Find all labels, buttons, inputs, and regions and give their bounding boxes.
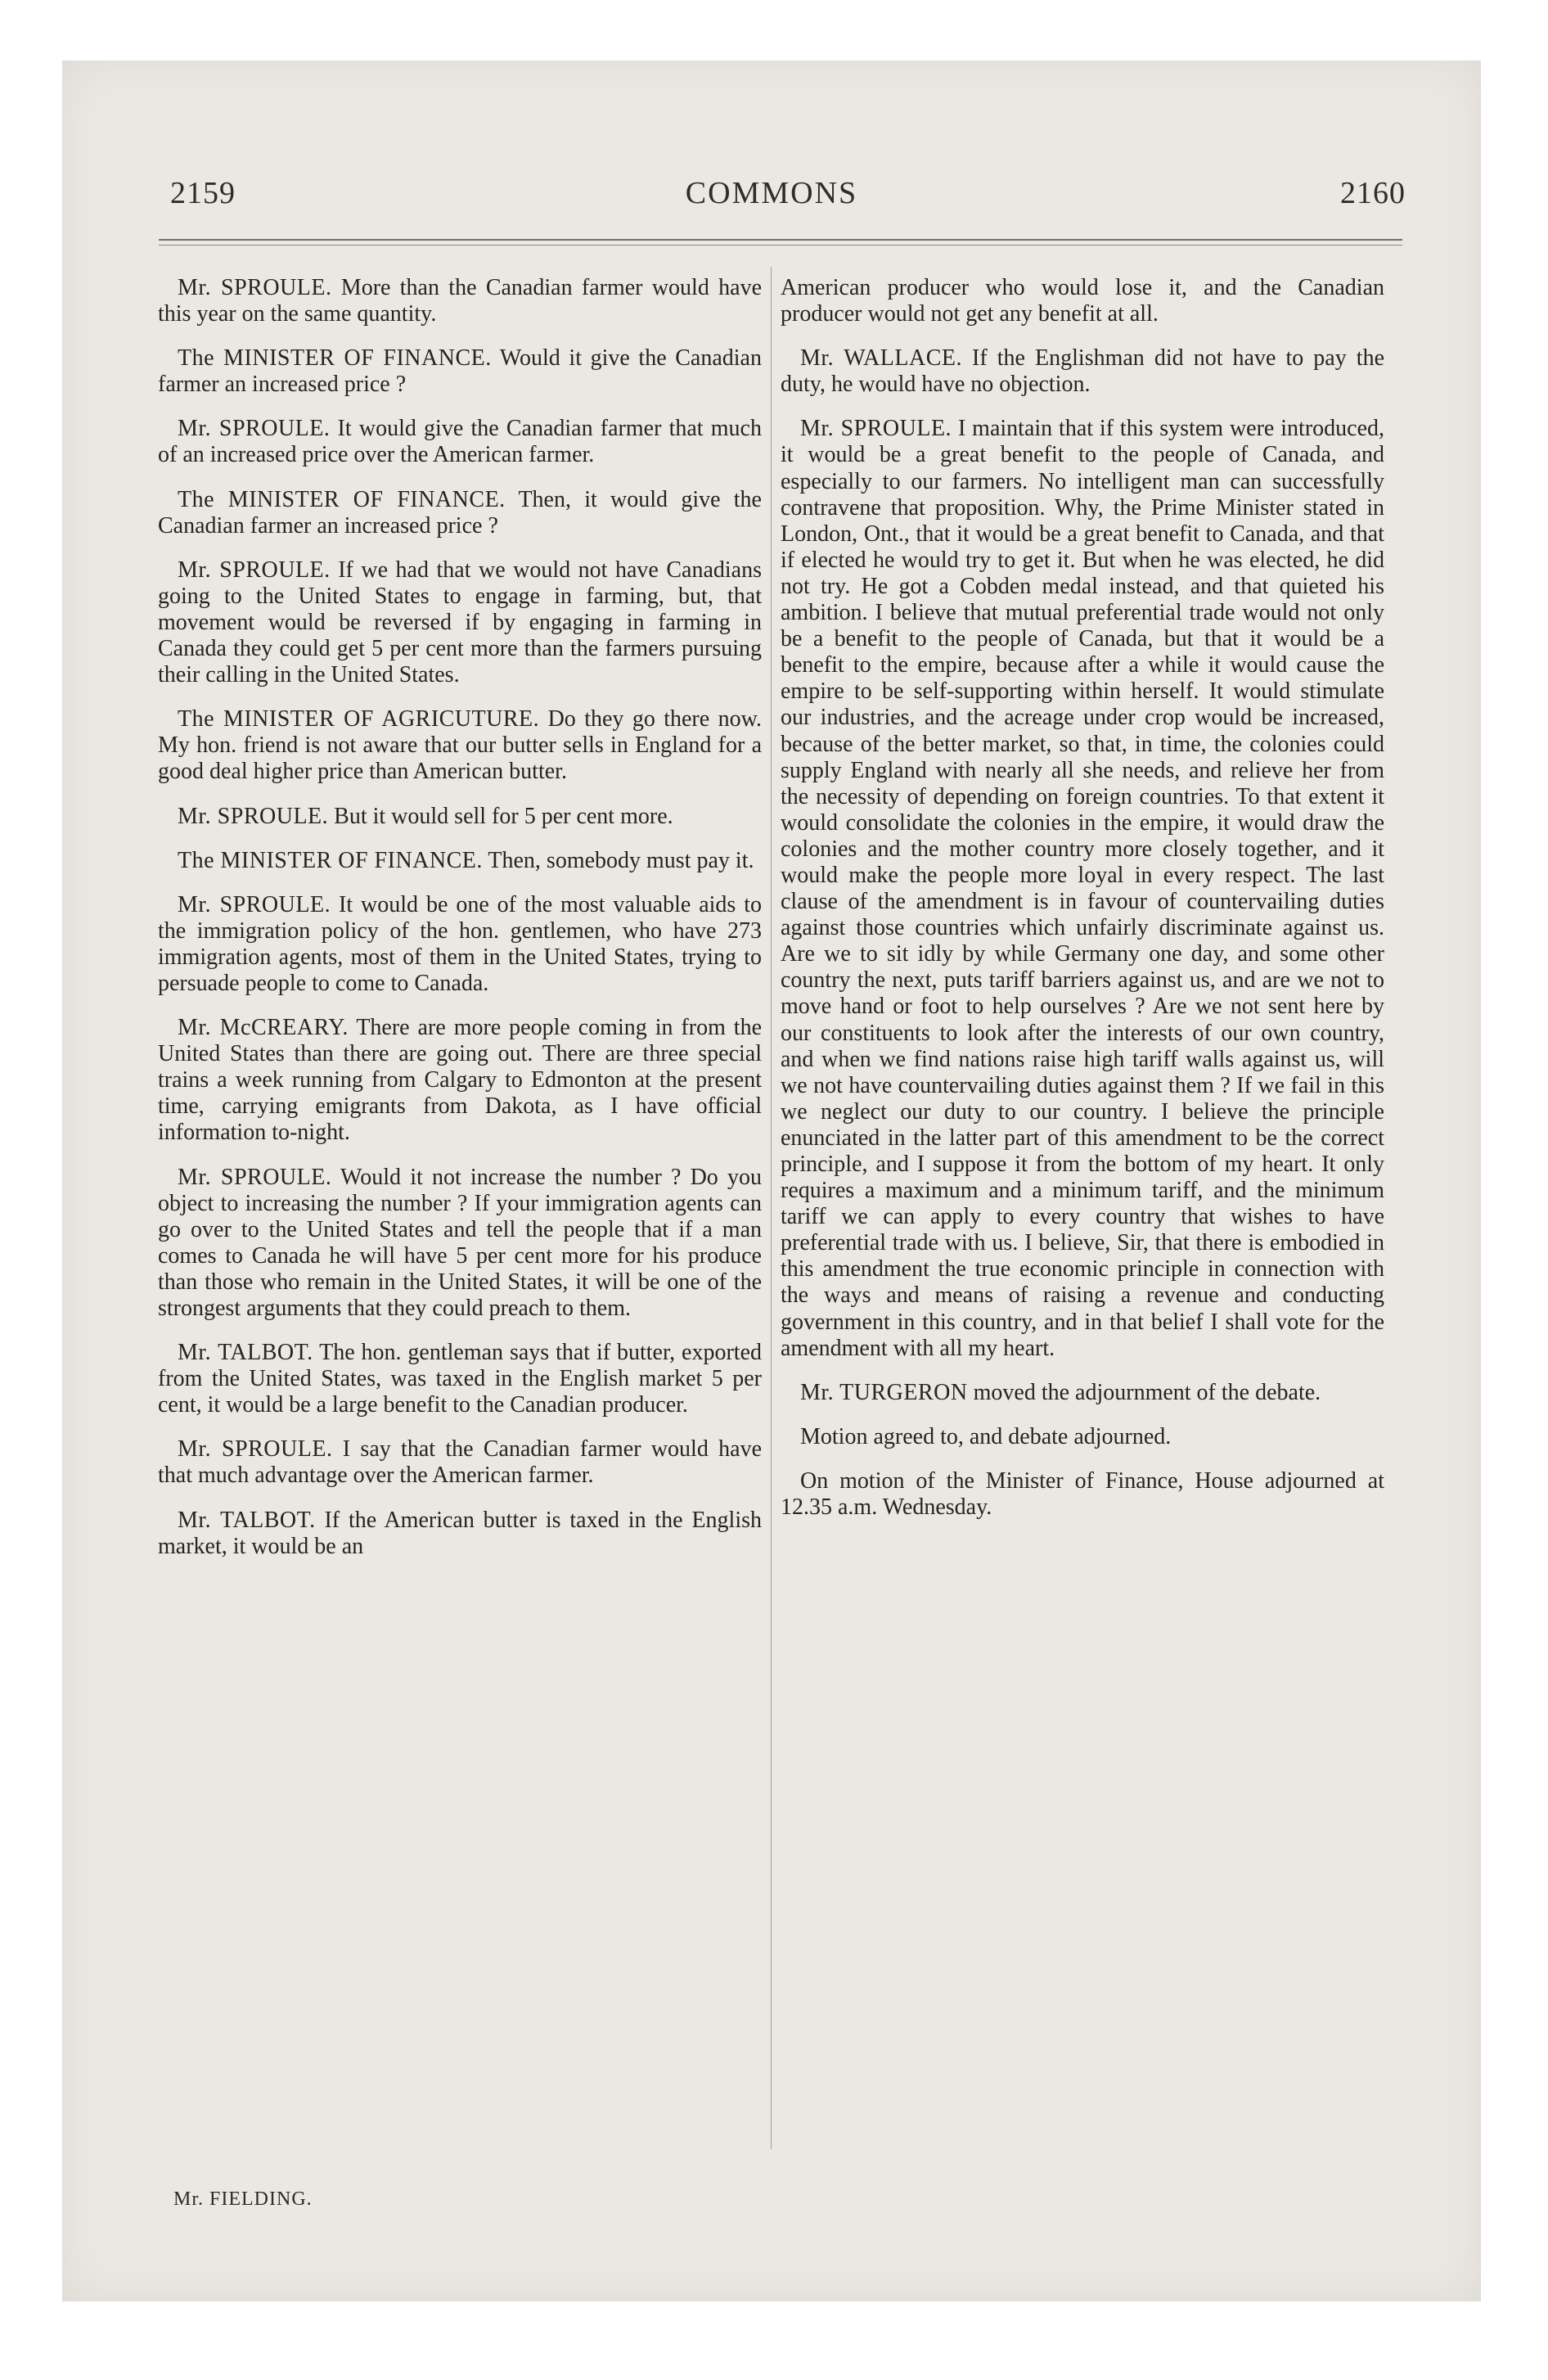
speaker-name: Mr. SPROULE.	[178, 891, 331, 917]
speech-text: American producer who would lose it, and the Canadian producer would not get any benefit at all.	[781, 275, 1384, 327]
speaker-name: Mr. TALBOT.	[178, 1507, 316, 1533]
paragraph	[158, 848, 762, 874]
running-title: COMMONS	[685, 176, 858, 210]
catchword: Mr. FIELDING.	[173, 2188, 313, 2210]
left-column	[158, 275, 762, 1578]
speaker-name: Mr. McCREARY.	[178, 1015, 349, 1041]
paragraph	[158, 345, 762, 398]
speaker-name: The MINISTER OF FINANCE.	[178, 345, 492, 372]
speech-text: Then, somebody must pay it.	[488, 847, 754, 873]
speaker-name: Mr. SPROULE.	[178, 275, 332, 300]
right-page-number: 2160	[1340, 176, 1406, 210]
speaker-name: Mr. SPROULE.	[178, 1164, 332, 1190]
paragraph	[158, 416, 762, 468]
speech-text: I maintain that if this system were introduced, it would be a great benefit to the people of Canada, and especially to our farmers. No intelligent man can successfully contravene that proposition. Why, the Prime Minister stated in London, Ont., that it would be a great benefit to Canada, and that if elected he would try to get it. But when he was elected, he did not try. He got a Cobden medal instead, and that quieted his ambition. I believe that mutual preferential trade would not only be a benefit to the people of Canada, but that it would be a benefit to the empire, because after a while it would cause the empire to be self-supporting within herself. It would stimulate our industries, and the acreage under crop would be increased, because of the better market, so that, in time, the colonies could supply England with nearly all she needs, and relieve her from the necessity of depending on foreign countries. To that extent it would consolidate the colonies in the empire, it would draw the colonies and the mother country more closely together, and it would make the people more loyal in every respect. The last clause of the amendment is in favour of countervailing duties against those countries which unfairly discriminate against us. Are we to sit idly by while Germany one day, and some other country the next, puts tariff barriers against us, and are we not to move hand or foot to help ourselves ? Are we not sent here by our constituents to look after the interests of our own country, and when we find nations raise high tariff walls against us, will we not have countervailing duties against them ? If we fail in this we neglect our duty to our country. I believe the principle enunciated in the latter part of this amendment to be the correct principle, and I suppose it from the bottom of my heart. It only requires a maximum and a minimum tariff, and the minimum tariff we can apply to every country that wishes to have preferential trade with us. I believe, Sir, that there is embodied in this amendment the true economic principle in connection with the ways and means of raising a revenue and conducting government in this country, and in that belief I shall vote for the amendment with all my heart.	[781, 416, 1384, 1361]
paragraph	[158, 275, 762, 327]
speech-text: More than the Canadian farmer would have this year on the same quantity.	[158, 275, 762, 327]
header-rule-thin	[159, 245, 1402, 246]
right-column	[781, 275, 1384, 1539]
speaker-name: Mr. SPROULE.	[800, 416, 952, 442]
speech-text: moved the adjournment of the debate.	[973, 1379, 1321, 1405]
paragraph	[158, 1436, 762, 1489]
paragraph	[158, 892, 762, 997]
speaker-name: Mr. SPROULE.	[178, 416, 331, 442]
header-rule	[159, 239, 1402, 241]
speech-text: There are more people coming in from the United States than there are going out. There are three special trains a week running from Calgary to Edmonton at the present time, carrying emigrants from Dakota, as I have official information to-night.	[158, 1015, 762, 1146]
speech-text: On motion of the Minister of Finance, House adjourned at 12.35 a.m. Wednesday.	[781, 1467, 1384, 1521]
speech-text: But it would sell for 5 per cent more.	[334, 803, 673, 829]
speaker-name: Mr. SPROULE.	[178, 803, 329, 829]
speech-text: Motion agreed to, and debate adjourned.	[800, 1423, 1172, 1449]
speaker-name: Mr. SPROULE.	[178, 557, 331, 583]
speech-text: Would it not increase the number ? Do you object to increasing the number ? If your immigration agents can go over to the United States and tell the people that if a man comes to Canada he will have 5 per cent more for his produce than those who remain in the United States, it will be one of the strongest arguments that they could preach to them.	[158, 1164, 762, 1321]
speech-text: If the Englishman did not have to pay the duty, he would have no objection.	[781, 345, 1384, 398]
paragraph	[158, 1508, 762, 1560]
speaker-name: Mr. SPROULE.	[178, 1436, 333, 1463]
paragraph	[781, 1424, 1384, 1450]
speaker-name: Mr. WALLACE.	[800, 345, 962, 372]
paragraph	[158, 487, 762, 539]
paragraph	[158, 706, 762, 785]
speech-text: Would it give the Canadian farmer an increased price ?	[158, 345, 762, 398]
speaker-name: The MINISTER OF AGRICUTURE.	[178, 706, 540, 732]
paragraph	[781, 1468, 1384, 1521]
speech-text: If the American butter is taxed in the English market, it would be an	[158, 1507, 762, 1559]
speech-text: Do they go there now. My hon. friend is not aware that our butter sells in England for a good deal higher price than American butter.	[158, 706, 762, 785]
speech-text: It would be one of the most valuable aids to the immigration policy of the hon. gentlemen, who have 273 immigration agents, most of them in the United States, trying to persuade people to come to Canada.	[158, 891, 762, 996]
column-divider	[771, 267, 772, 2149]
paragraph	[781, 1380, 1384, 1406]
speech-text: If we had that we would not have Canadians going to the United States to engage in farming, but, that movement would be reversed if by engaging in farming in Canada they could get 5 per cent more than the farmers pursuing their calling in the United States.	[158, 557, 762, 688]
speaker-name: Mr. TURGERON	[800, 1379, 968, 1405]
paragraph	[158, 1015, 762, 1146]
paragraph	[781, 275, 1384, 327]
speech-text: It would give the Canadian farmer that much of an increased price over the American farmer.	[158, 416, 762, 468]
speaker-name: The MINISTER OF FINANCE.	[178, 486, 506, 512]
paragraph	[781, 345, 1384, 398]
speaker-name: Mr. TALBOT.	[178, 1340, 313, 1366]
paragraph	[781, 416, 1384, 1361]
speech-text: I say that the Canadian farmer would have that much advantage over the American farmer.	[158, 1436, 762, 1489]
paragraph	[158, 1340, 762, 1418]
left-page-number: 2159	[170, 176, 236, 210]
speech-text: The hon. gentleman says that if butter, exported from the United States, was taxed in the English market 5 per cent, it would be a large benefit to the Canadian producer.	[158, 1340, 762, 1418]
paragraph	[158, 557, 762, 688]
speaker-name: The MINISTER OF FINANCE.	[178, 847, 483, 873]
speech-text: Then, it would give the Canadian farmer an increased price ?	[158, 486, 762, 539]
scanned-page	[62, 61, 1481, 2301]
paragraph	[158, 804, 762, 830]
paragraph	[158, 1165, 762, 1323]
